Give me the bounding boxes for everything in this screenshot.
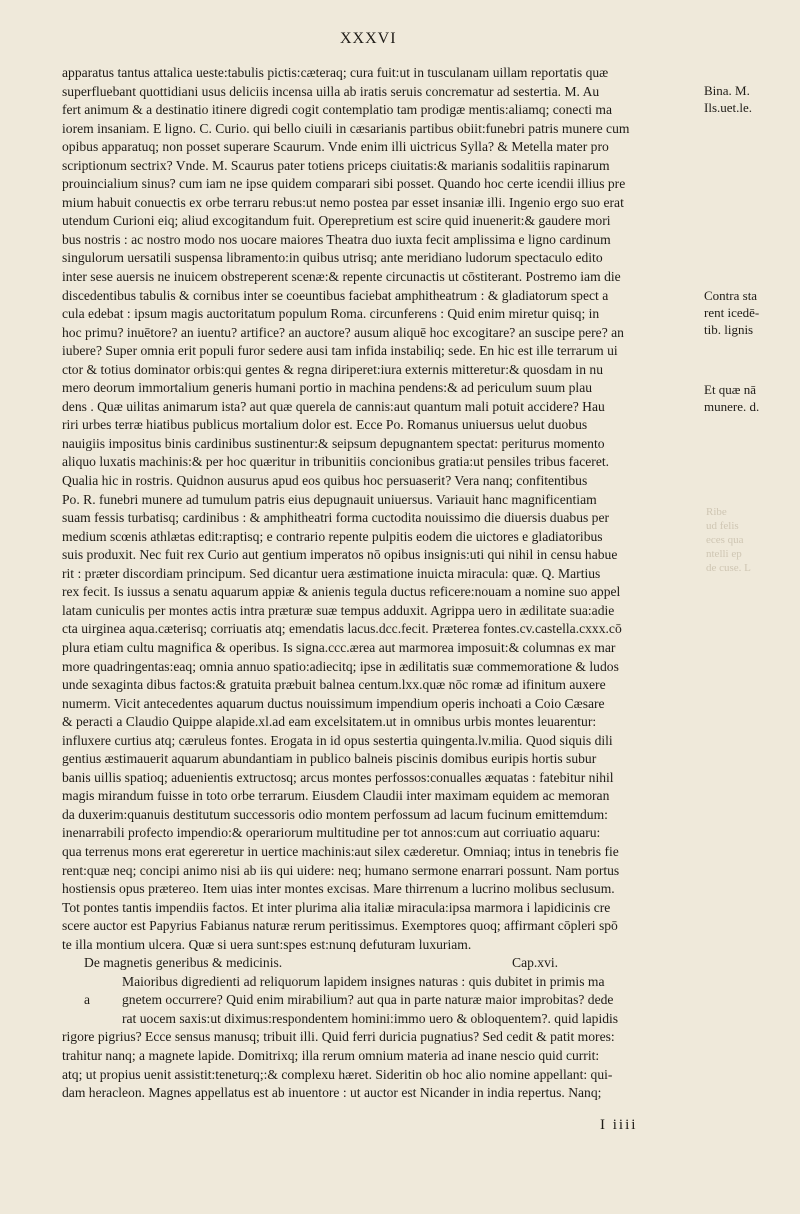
margin-note-line: Contra sta [704,288,758,303]
margin-note-line: Ils.uet.le. [704,100,753,115]
margin-note [704,82,752,116]
text-line: cula edebat : ipsum magis auctoritatum populum Roma. circunferens : Quid enim miretur quisq; in [62,306,600,322]
bleed-through-line: eces qua [706,534,744,546]
margin-note-line: munere. d. [704,399,760,414]
text-line: mero deorum immortalium generis humani portio in machina pendens:& ad periculum suum plau [62,380,593,396]
text-line: da duxerim:quanuis destitutum successoris odio montem perfossum ad lacum fucinum emittemdum: [62,806,608,822]
text-line: trahitur nanq; a magnete lapide. Domitrixq; illa rerum omnium materia ad inane nescio quid currit: [62,1047,600,1063]
text-line: rat uocem saxis:ut diximus:respondentem homini:immo uero & obloquentem?. quid lapidis [122,1010,619,1026]
section-marker: a [84,992,91,1008]
bleed-through-line: de cuse. L [706,562,751,574]
signature-mark: I iiii [600,1117,638,1133]
text-line: more quadringentas:eaq; omnia annuo spatio:adiecitq; ipse in ædilitatis suæ commemoratione & ludos [62,658,619,674]
text-line: mium habuit conuectis ex orbe terraru rebus:ut nemo postea par esset insaniæ illi. Ingenio ergo suo erat [62,194,624,210]
bleed-through-line: ud felis [706,520,739,532]
text-line: plura etiam cultu magnifica & operibus. Is signa.ccc.ærea aut marmorea imposuit:& columnas ex mar [62,639,616,655]
margin-note-line: tib. lignis [704,322,754,337]
text-line: iorem insaniam. E ligno. C. Curio. qui bello ciuili in cæsarianis partibus obiit:funebri patris munere cum [62,120,630,136]
text-line: bus nostris : ac nostro modo nos uocare maiores Theatra duo iuxta fecit amplissima e ligno cardinum [62,231,611,247]
main-text-block [62,64,702,1103]
text-line: & peracti a Claudio Quippe alapide.xl.ad eam excelsitatem.ut in omnibus urbis montes leuarentur: [62,714,597,730]
text-line: fert animum & a destinatio itinere digredi cogit contemplatio tam prodigæ mentis:aliamq; conecti ma [62,102,613,118]
text-line: rit : præter discordiam principum. Sed dicantur uera æstimatione inuicta miracula: quæ. Q. Martius [62,565,601,581]
chapter-title: De magnetis generibus & medicinis. [84,955,283,971]
text-line: utendum Curioni eiq; aliud excogitandum fuit. Operepretium est scire quid inuenerit:& gaudere mori [62,213,611,229]
text-line: apparatus tantus attalica ueste:tabulis pictis:cæteraq; cura fuit:ut in tusculanam uillam reportatis quæ [62,65,609,80]
text-line: hostiensis opus prætereo. Item uias inter montes excisas. Mare thirrenum a lucrino molibus seclusum. [62,881,615,897]
text-line: inenarrabili profecto impendio:& operariorum multitudine per tot annos:cum aut corriuatio aquaru: [62,825,601,841]
text-line: rent:quæ neq; concipi animo nisi ab iis qui uidere: neq; humano sermone enarrari possunt. Nam portus [62,862,620,878]
chapter-heading [62,954,702,973]
bleed-through-text [706,505,796,575]
text-line: unde sexaginta dibus factos:& gratuita præbuit balnea centum.lxx.quæ nōc romæ ad ifinitum auxere [62,677,606,693]
text-line: hoc primu? inuētore? an iuentu? artifice? an auctore? ausum aliquē hoc excogitare? an suscipe pere? an [62,324,624,340]
text-line: rex fecit. Is iussus a senatu aquarum appiæ & anienis tegula ductus reficere:nouam a nomine suo appel [62,584,621,600]
text-line: aliquo luxatis machinis:& per hoc quæritur in tribunitiis concionibus gratia:ut pensiles tribus faceret. [62,454,610,470]
margin-note [704,287,759,338]
margin-note-line: Et quæ nā [704,382,756,397]
text-line: suam fessis turbatisq; cardinibus : & amphitheatri forma cuctodita nouissimo die diuersis duabus per [62,510,610,526]
text-line: Qualia hic in rostris. Quidnon ausurus apud eos quibus hoc persuaserit? Vera nanq; confitentibus [62,473,588,489]
text-line: Tot pontes tantis impendiis factos. Et inter plurima alia italiæ miracula:ipsa marmora i lapidicinis cre [62,899,611,915]
chapter-number: Cap.xvi. [512,955,559,971]
text-line: riri urbes terræ hiatibus publicus mortalium dolor est. Ecce Po. Romanus uniuersus uelut duobus [62,417,588,433]
text-line: discedentibus tabulis & cornibus inter se coeuntibus faciebat amphitheatrum : & gladiatorum spect a [62,287,609,303]
text-line: gnetem occurrere? Quid enim mirabilium? aut qua in parte naturæ maior improbitas? dede [122,992,614,1008]
text-line: dens . Quæ uilitas animarum ista? aut quæ querela de cannis:aut quantum mali potuit accidere? Hau [62,398,605,414]
text-line: cta uirginea aqua.cæterisq; corriuatis atq; emendatis lacus.dcc.fecit. Præterea fontes.cv.castella.cxxx.cō [62,621,622,637]
text-line: scere auctor est Papyrius Fabianus naturæ rerum peritissimus. Exemptores quoq; affirmant cōpleri spō [62,918,618,934]
text-line: latam cuniculis per montes actis intra præturæ suæ tempus adduxit. Agrippa uero in ædilitate sua:adie [62,602,615,618]
text-line: singulorum uersatili suspensa libramento:in quibus utrisq; ante meridiano ludorum spectaculo edito [62,250,603,266]
text-line: superfluebant quottidiani usus deliciis incensa uilla ab iratis seruis concrematur ad sestertia. M. Au [62,83,600,99]
text-line: medium scœnis athlætas edit:raptisq; e contrario repente pulpitis eodem die uictores e gladiatoribus [62,528,603,544]
text-line: prouincialium sinus? cum iam ne ipse quidem comparari sibi posset. Quando hoc certe icendii illius pre [62,176,626,192]
text-line: suis produxit. Nec fuit rex Curio aut gentium imperatos nō opibus insignis:uti qui nihil in censu habue [62,547,618,563]
text-line: gentius æstimauerit aquarum abundantiam in publico balneis piscinis domibus euripis hortis subur [62,751,597,767]
margin-note [704,381,759,415]
text-line: opibus apparatuq; non posset superare Scaurum. Vnde enim illi uictricus Sylla? & Metella mater pro [62,139,609,155]
margin-note-line: rent icedē- [704,305,760,320]
text-line: qua terrenus mons erat egereretur in uertice machinis:aut silex cæderetur. Omniaq; intus in tenebris fie [62,843,619,859]
text-line: dam heracleon. Magnes appellatus est ab inuentore : ut auctor est Nicander in india repertus. Nanq; [62,1085,602,1101]
text-line: inter sese auersis ne inuicem obstreperent scenæ:& repente circunactis ut cōstiterant. Postremo iam die [62,269,621,285]
text-line: magis mirandum fuisse in toto orbe terrarum. Eiusdem Claudii inter maximam equidem ac memoran [62,788,610,804]
text-line: influxere curtius atq; cæruleus fontes. Erogata in id opus sestertia quingenta.lv.milia. Quod siquis dili [62,732,613,748]
text-line: iubere? Super omnia erit populi furor sedere ausi tam infida instabiliq; sede. En hic est ille terrarum ui [62,343,618,359]
folio-number: XXXVI [340,30,397,47]
text-line: banis uillis spatioq; aduenientis extructosq; arcus montes perfossos:conualles æquatas : fatebitur nihil [62,769,614,785]
text-line: scriptionum sectrix? Vnde. M. Scaurus pater totiens priceps ciuitatis:& marianis sodalitiis rapinarum [62,157,610,173]
margin-note-line: Bina. M. [704,83,750,98]
bleed-through-line: ntelli ep [706,548,742,560]
text-line: ctor & totius dominator orbis:qui gentes & regna diriperet:iura externis mitteretur:& quosdam in nu [62,361,603,377]
text-line: Maioribus digredienti ad reliquorum lapidem insignes naturas : quis dubitet in primis ma [122,973,605,989]
text-line: rigore pigrius? Ecce sensus manusq; tribuit illi. Quid ferri duricia pugnatius? Sed cedit & patit mores: [62,1029,615,1045]
text-line: atq; ut propius uenit assistit:teneturq;:& complexu hæret. Sideritin ob hoc alio nomine appellant: qui- [62,1066,613,1082]
text-line: nauigiis impositus binis cardinibus sustinentur:& seipsum depugnantem spectat: periturus momento [62,435,605,451]
text-line: numerm. Vicit antecedentes aquarum ductus nouissimum impendium operis inchoati a Coio Cæsare [62,695,605,711]
text-line: te illa montium ulcera. Quæ si uera sunt:spes est:nunq defuturam luxuriam. [62,936,472,952]
bleed-through-line: Ribe [706,506,727,518]
text-line: Po. R. funebri munere ad tumulum patris eius depugnauit uniuersus. Variauit hanc magnificentiam [62,491,597,507]
